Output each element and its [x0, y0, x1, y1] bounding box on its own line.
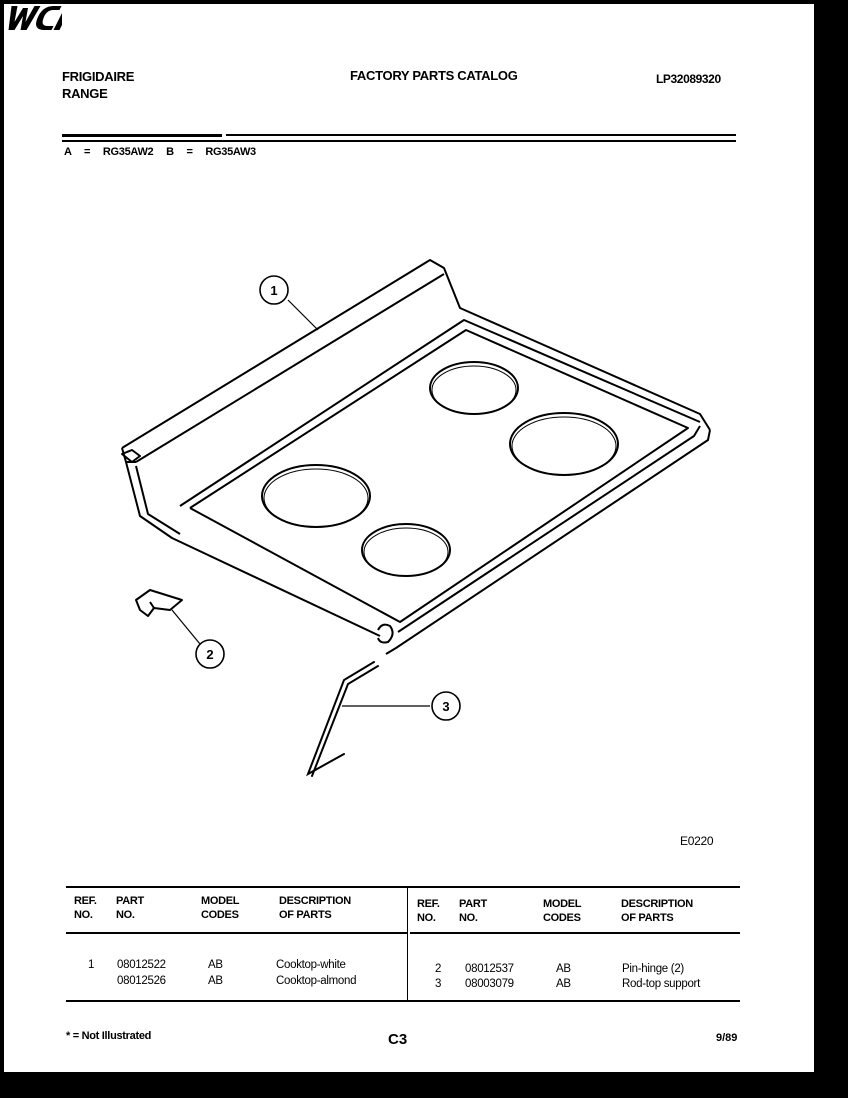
row-2-codes: AB: [208, 975, 223, 987]
brand-name: FRIGIDAIRE: [62, 69, 135, 84]
figure-code: E0220: [680, 834, 714, 848]
pin-hinge-part: [136, 590, 182, 616]
col-description-right: DESCRIPTION OF PARTS: [621, 898, 693, 924]
col-ref-no: REF. NO.: [74, 895, 97, 921]
row-4-desc: Rod-top support: [622, 978, 700, 990]
row-3-ref: 2: [435, 963, 442, 975]
col-part-no-right: PART NO.: [459, 898, 487, 924]
callout-3-label: 3: [442, 699, 450, 714]
burner-openings: [262, 362, 618, 576]
callout-1: [260, 276, 288, 304]
col-model-codes-right: MODEL CODES: [543, 898, 582, 924]
row-2-desc: Cooktop-almond: [276, 975, 357, 987]
table-rule-bottom: [66, 1000, 740, 1002]
cooktop-outline: [122, 260, 710, 654]
row-3-codes: AB: [556, 963, 571, 975]
row-1-desc: Cooktop-white: [276, 959, 346, 971]
support-rod-part: [308, 662, 378, 776]
catalog-number: LP32089320: [656, 72, 721, 86]
footnote: * = Not Illustrated: [66, 1030, 152, 1042]
catalog-date: 9/89: [716, 1032, 738, 1044]
table-divider: [407, 888, 408, 1002]
col-part-no: PART NO.: [116, 895, 144, 921]
row-3-desc: Pin-hinge (2): [622, 963, 684, 975]
row-4-ref: 3: [435, 978, 442, 990]
table-rule-header-right: [410, 932, 740, 934]
row-1-part: 08012522: [117, 959, 166, 971]
table-rule-top: [66, 886, 740, 888]
col-description: DESCRIPTION OF PARTS: [279, 895, 351, 921]
table-rule-header-left: [66, 932, 408, 934]
catalog-title: FACTORY PARTS CATALOG: [350, 68, 518, 83]
product-type: RANGE: [62, 86, 108, 101]
callout-1-label: 1: [270, 283, 278, 298]
callout-2-label: 2: [206, 647, 214, 662]
col-model-codes: MODEL CODES: [201, 895, 240, 921]
row-3-part: 08012537: [465, 963, 514, 975]
catalog-page: [4, 4, 814, 1072]
row-1-ref: 1: [88, 959, 95, 971]
row-1-codes: AB: [208, 959, 223, 971]
page-number: C3: [388, 1031, 408, 1048]
callout-2: [196, 640, 224, 668]
callout-3: [432, 692, 460, 720]
model-list: A = RG35AW2 B = RG35AW3: [64, 146, 256, 158]
row-4-codes: AB: [556, 978, 571, 990]
col-ref-no-right: REF. NO.: [417, 898, 440, 924]
row-2-part: 08012526: [117, 975, 166, 987]
row-4-part: 08003079: [465, 978, 514, 990]
